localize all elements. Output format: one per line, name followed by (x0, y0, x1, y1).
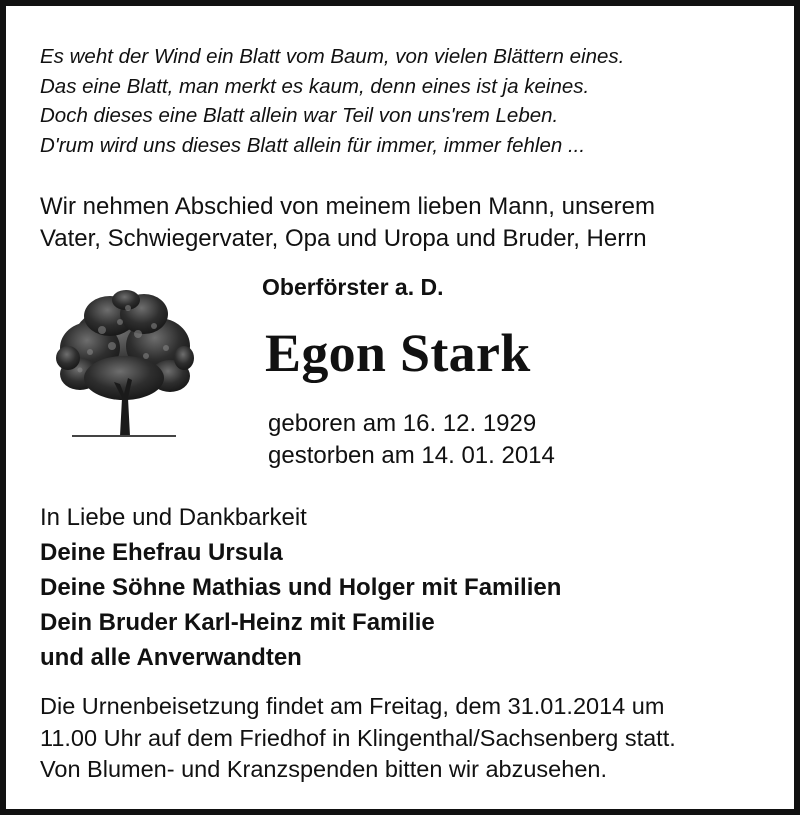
intro-line: Vater, Schwiegervater, Opa und Uropa und Bruder, Herrn (40, 225, 647, 252)
poem (40, 42, 624, 160)
burial-line: Die Urnenbeisetzung findet am Freitag, dem 31.01.2014 um (40, 693, 665, 719)
burial-line: Von Blumen- und Kranzspenden bitten wir abzusehen. (40, 756, 607, 782)
intro-line: Wir nehmen Abschied von meinem lieben Mann, unserem (40, 193, 655, 220)
mourner-line: und alle Anverwandten (40, 644, 302, 671)
farewell-intro (40, 191, 655, 255)
mourner-line: Dein Bruder Karl-Heinz mit Familie (40, 609, 435, 636)
mourners-opening: In Liebe und Dankbarkeit (40, 504, 307, 531)
poem-line: D'rum wird uns dieses Blatt allein für immer, immer fehlen ... (40, 133, 586, 157)
poem-line: Es weht der Wind ein Blatt vom Baum, von vielen Blättern eines. (40, 45, 625, 68)
deceased-title: Oberförster a. D. (262, 274, 444, 300)
mourner-line: Deine Ehefrau Ursula (40, 539, 283, 566)
mourners (40, 500, 561, 675)
mourner-line: Deine Söhne Mathias und Holger mit Familien (40, 574, 562, 601)
poem-line: Das eine Blatt, man merkt es kaum, denn eines ist ja keines. (40, 74, 590, 98)
life-dates (268, 408, 555, 472)
deceased-name: Egon Stark (265, 323, 531, 383)
burial-line: 11.00 Uhr auf dem Friedhof in Klingenthal/Sachsenberg statt. (40, 724, 676, 751)
birth-date: geboren am 16. 12. 1929 (268, 410, 537, 437)
poem-line: Doch dieses eine Blatt allein war Teil von uns'rem Leben. (40, 104, 559, 127)
tree-icon (50, 286, 198, 438)
death-date: gestorben am 14. 01. 2014 (268, 442, 555, 469)
burial-info (40, 691, 676, 786)
